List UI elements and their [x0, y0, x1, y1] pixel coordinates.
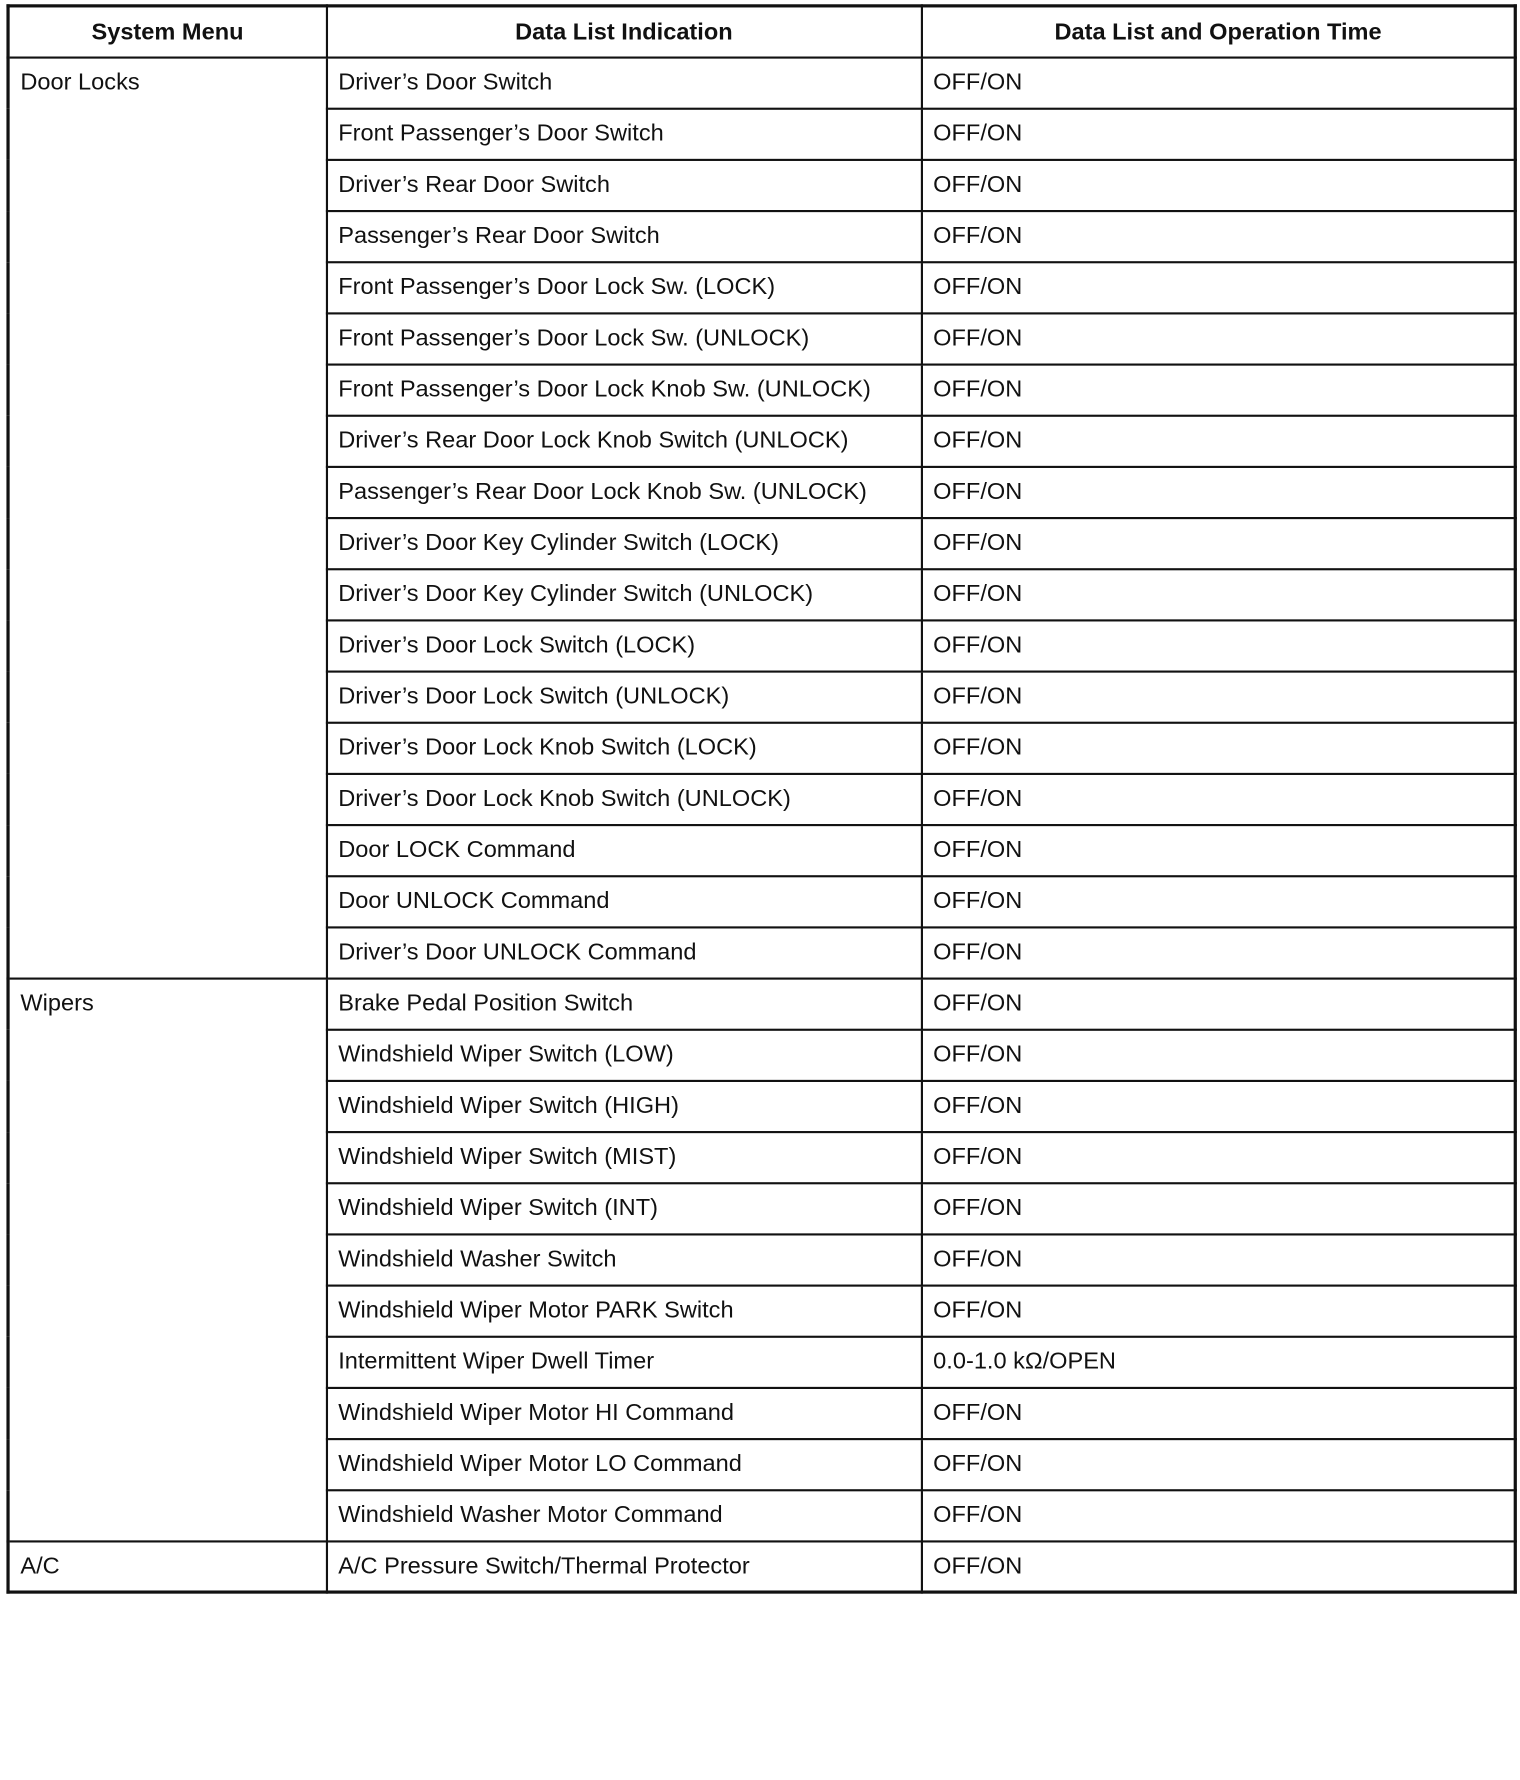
data-list-indication-cell: Door UNLOCK Command	[326, 876, 921, 927]
operation-value-cell: OFF/ON	[921, 927, 1515, 978]
data-list-indication-cell: Driver’s Door Key Cylinder Switch (UNLOCK)	[326, 569, 921, 620]
table-row	[8, 57, 1515, 108]
header-system-menu: System Menu	[8, 6, 326, 57]
operation-value-cell: OFF/ON	[921, 1080, 1515, 1131]
system-menu-cell: Door Locks	[8, 57, 326, 978]
operation-value-cell: 0.0-1.0 kΩ/OPEN	[921, 1336, 1515, 1387]
operation-value-cell: OFF/ON	[921, 773, 1515, 824]
table-row	[8, 1541, 1515, 1592]
data-list-indication-cell: Passenger’s Rear Door Lock Knob Sw. (UNLOCK)	[326, 466, 921, 517]
data-list-indication-cell: Windshield Wiper Switch (MIST)	[326, 1132, 921, 1183]
data-list-indication-cell: Windshield Wiper Motor LO Command	[326, 1439, 921, 1490]
data-list-indication-cell: Driver’s Door Lock Switch (UNLOCK)	[326, 671, 921, 722]
data-list-indication-cell: Front Passenger’s Door Lock Knob Sw. (UNLOCK)	[326, 364, 921, 415]
operation-value-cell: OFF/ON	[921, 415, 1515, 466]
data-list-indication-cell: Windshield Wiper Motor PARK Switch	[326, 1285, 921, 1336]
data-list-indication-cell: Driver’s Door UNLOCK Command	[326, 927, 921, 978]
data-list-indication-cell: Intermittent Wiper Dwell Timer	[326, 1336, 921, 1387]
operation-value-cell: OFF/ON	[921, 159, 1515, 210]
header-data-list-operation-time: Data List and Operation Time	[921, 6, 1515, 57]
operation-value-cell: OFF/ON	[921, 1541, 1515, 1592]
operation-value-cell: OFF/ON	[921, 722, 1515, 773]
operation-value-cell: OFF/ON	[921, 1183, 1515, 1234]
table-row	[8, 978, 1515, 1029]
data-list-indication-cell: Driver’s Door Lock Knob Switch (LOCK)	[326, 722, 921, 773]
data-list-indication-cell: Windshield Wiper Switch (INT)	[326, 1183, 921, 1234]
operation-value-cell: OFF/ON	[921, 57, 1515, 108]
operation-value-cell: OFF/ON	[921, 671, 1515, 722]
operation-value-cell: OFF/ON	[921, 1132, 1515, 1183]
operation-value-cell: OFF/ON	[921, 1285, 1515, 1336]
operation-value-cell: OFF/ON	[921, 313, 1515, 364]
data-list-indication-cell: Windshield Washer Switch	[326, 1234, 921, 1285]
data-list-indication-cell: Driver’s Door Switch	[326, 57, 921, 108]
operation-value-cell: OFF/ON	[921, 978, 1515, 1029]
operation-value-cell: OFF/ON	[921, 1234, 1515, 1285]
operation-value-cell: OFF/ON	[921, 364, 1515, 415]
data-list-indication-cell: Door LOCK Command	[326, 825, 921, 876]
data-list-indication-cell: Driver’s Door Lock Knob Switch (UNLOCK)	[326, 773, 921, 824]
operation-value-cell: OFF/ON	[921, 1439, 1515, 1490]
system-menu-cell: Wipers	[8, 978, 326, 1541]
operation-value-cell: OFF/ON	[921, 876, 1515, 927]
operation-value-cell: OFF/ON	[921, 569, 1515, 620]
header-row	[8, 6, 1515, 57]
operation-value-cell: OFF/ON	[921, 1029, 1515, 1080]
data-list-indication-cell: Front Passenger’s Door Lock Sw. (LOCK)	[326, 262, 921, 313]
data-list-indication-cell: Windshield Wiper Switch (HIGH)	[326, 1080, 921, 1131]
data-list-indication-cell: Driver’s Rear Door Switch	[326, 159, 921, 210]
data-list-indication-cell: Front Passenger’s Door Switch	[326, 108, 921, 159]
data-list-indication-cell: Passenger’s Rear Door Switch	[326, 211, 921, 262]
operation-value-cell: OFF/ON	[921, 825, 1515, 876]
operation-value-cell: OFF/ON	[921, 620, 1515, 671]
operation-value-cell: OFF/ON	[921, 211, 1515, 262]
data-list-indication-cell: Driver’s Door Key Cylinder Switch (LOCK)	[326, 518, 921, 569]
operation-value-cell: OFF/ON	[921, 108, 1515, 159]
table-body	[8, 57, 1515, 1592]
system-menu-cell: A/C	[8, 1541, 326, 1592]
data-list-indication-cell: Brake Pedal Position Switch	[326, 978, 921, 1029]
operation-value-cell: OFF/ON	[921, 518, 1515, 569]
operation-value-cell: OFF/ON	[921, 262, 1515, 313]
operation-value-cell: OFF/ON	[921, 1490, 1515, 1541]
data-list-indication-cell: Driver’s Rear Door Lock Knob Switch (UNLOCK)	[326, 415, 921, 466]
data-list-indication-cell: Windshield Wiper Switch (LOW)	[326, 1029, 921, 1080]
operation-value-cell: OFF/ON	[921, 1387, 1515, 1438]
data-list-indication-cell: Front Passenger’s Door Lock Sw. (UNLOCK)	[326, 313, 921, 364]
data-list-table	[6, 4, 1516, 1593]
operation-value-cell: OFF/ON	[921, 466, 1515, 517]
data-list-indication-cell: Driver’s Door Lock Switch (LOCK)	[326, 620, 921, 671]
header-data-list-indication: Data List Indication	[326, 6, 921, 57]
data-list-indication-cell: A/C Pressure Switch/Thermal Protector	[326, 1541, 921, 1592]
data-list-indication-cell: Windshield Washer Motor Command	[326, 1490, 921, 1541]
data-list-indication-cell: Windshield Wiper Motor HI Command	[326, 1387, 921, 1438]
